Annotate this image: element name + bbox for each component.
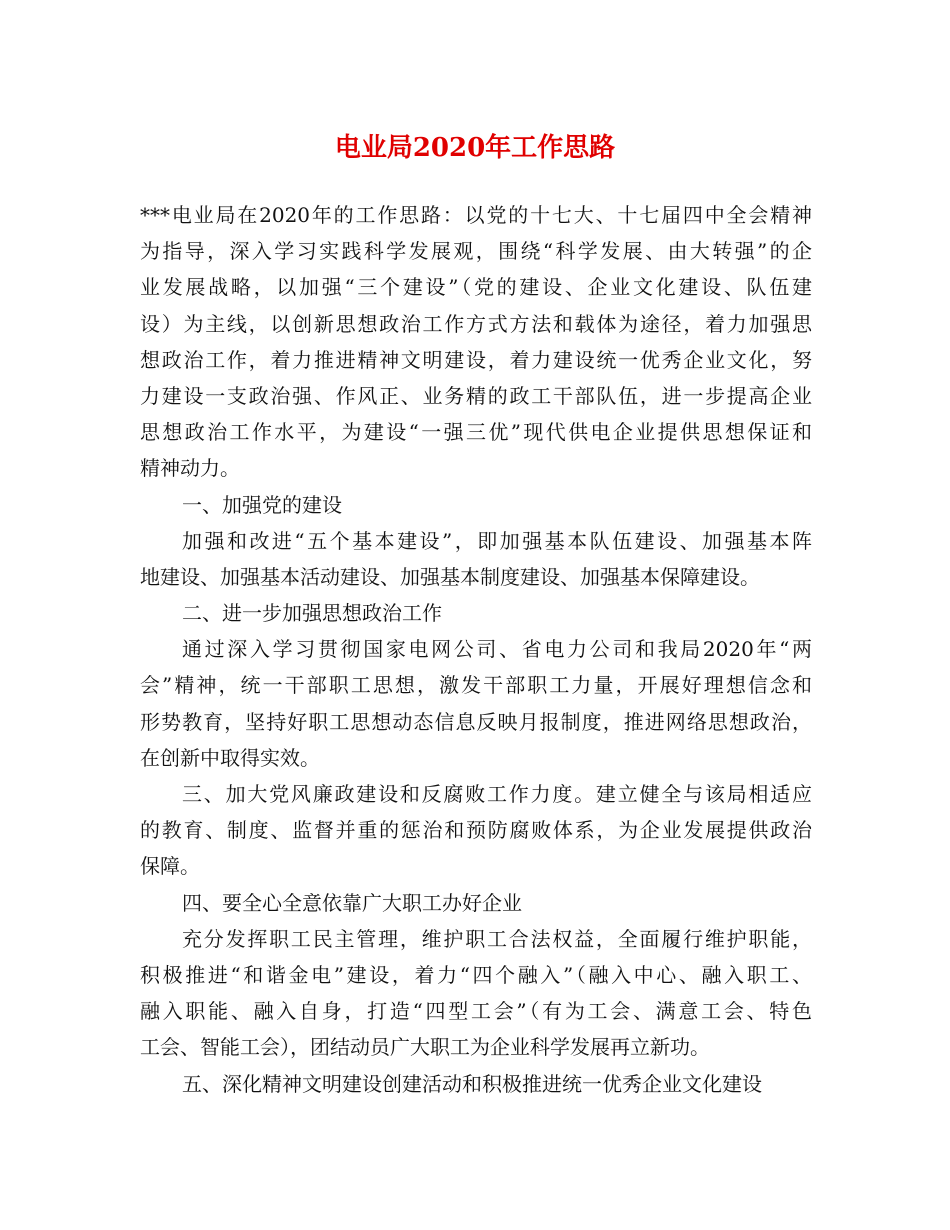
text-line: 力建设一支政治强、作风正、业务精的政工干部队伍，进一步提高企业 — [140, 383, 812, 408]
text-line: 的教育、制度、监督并重的惩治和预防腐败体系，为企业发展提供政治 — [140, 818, 812, 843]
document-body — [140, 197, 812, 1102]
text-line: 地建设、加强基本活动建设、加强基本制度建设、加强基本保障建设。 — [140, 564, 760, 589]
text-line: 加强和改进“五个基本建设”，即加强基本队伍建设、加强基本阵 — [182, 528, 812, 553]
text-line: 业发展战略，以加强“三个建设”（党的建设、企业文化建设、队伍建 — [140, 275, 812, 300]
section-heading: 三、加大党风廉政建设和反腐败工作力度。建立健全与该局相适应 — [182, 782, 812, 806]
section-heading: 二、进一步加强思想政治工作 — [182, 601, 442, 626]
text-line: 积极推进“和谐金电”建设，着力“四个融入”（融入中心、融入职工、 — [140, 962, 812, 987]
text-line: ***电业局在2020年的工作思路：以党的十七大、十七届四中全会精神 — [140, 203, 812, 227]
section-heading: 一、加强党的建设 — [182, 492, 342, 517]
text-line: 通过深入学习贯彻国家电网公司、省电力公司和我局2020年“两 — [182, 637, 812, 662]
text-line: 想政治工作，着力推进精神文明建设，着力建设统一优秀企业文化，努 — [140, 347, 812, 372]
section-heading: 五、深化精神文明建设创建活动和积极推进统一优秀企业文化建设 — [182, 1071, 762, 1096]
text-line: 精神动力。 — [140, 456, 240, 481]
text-line: 为指导，深入学习实践科学发展观，围绕“科学发展、由大转强”的企 — [140, 239, 812, 264]
text-line: 设）为主线，以创新思想政治工作方式方法和载体为途径，着力加强思 — [140, 311, 812, 336]
text-line: 形势教育，坚持好职工思想动态信息反映月报制度，推进网络思想政治， — [140, 709, 812, 734]
text-line: 充分发挥职工民主管理，维护职工合法权益，全面履行维护职能， — [182, 926, 812, 951]
text-line: 融入职能、融入自身，打造“四型工会”（有为工会、满意工会、特色 — [140, 999, 812, 1024]
text-line: 工会、智能工会），团结动员广大职工为企业科学发展再立新功。 — [140, 1035, 710, 1060]
text-line: 保障。 — [140, 854, 200, 879]
section-heading: 四、要全心全意依靠广大职工办好企业 — [182, 890, 522, 915]
text-line: 在创新中取得实效。 — [140, 745, 320, 770]
document-title: 电业局2020年工作思路 — [334, 133, 616, 163]
text-line: 会”精神，统一干部职工思想，激发干部职工力量，开展好理想信念和 — [140, 673, 812, 698]
text-line: 思想政治工作水平，为建设“一强三优”现代供电企业提供思想保证和 — [140, 420, 812, 445]
